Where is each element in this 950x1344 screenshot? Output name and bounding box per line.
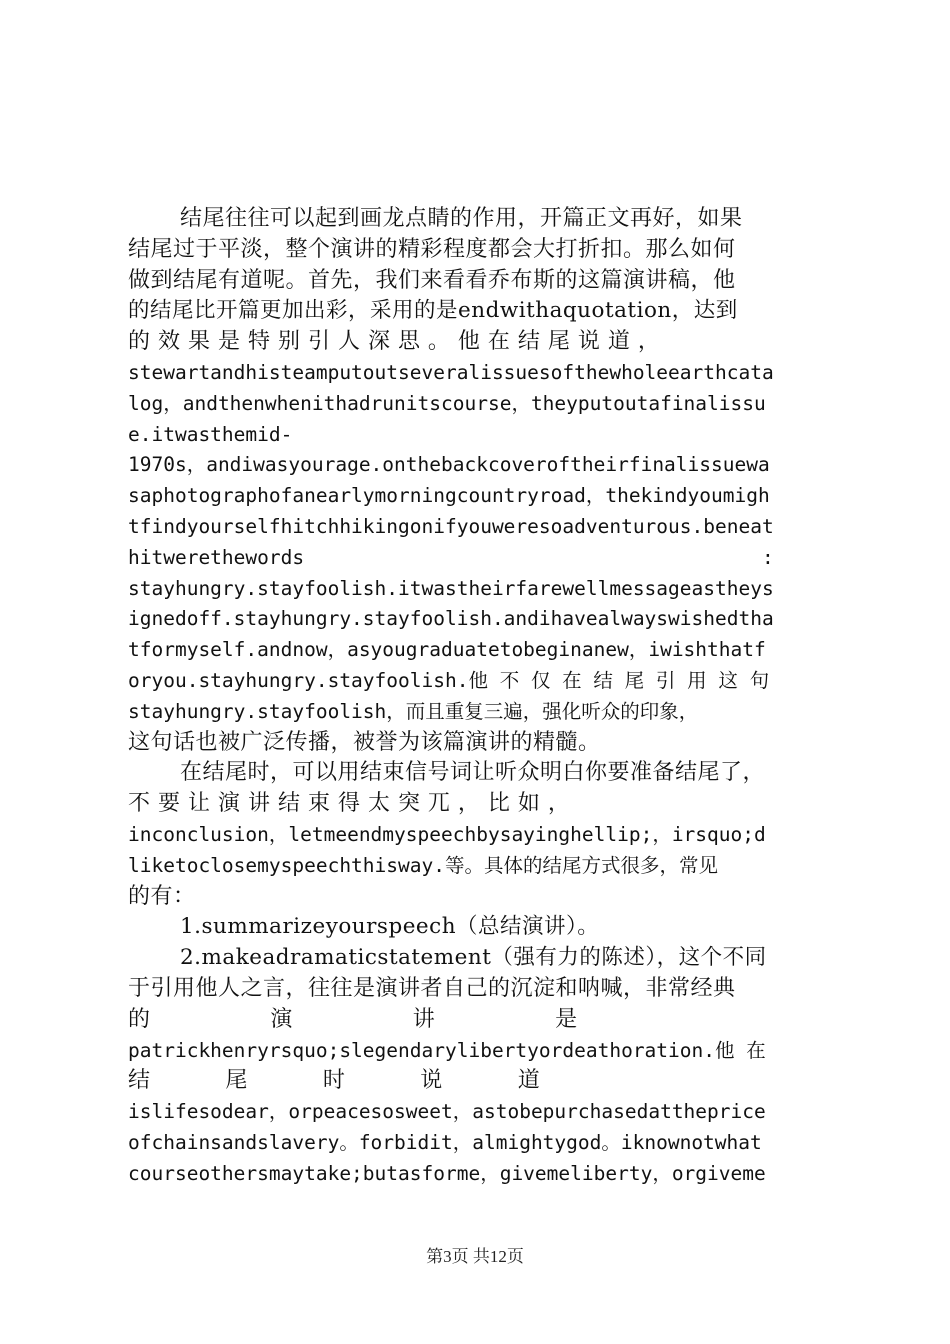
paragraph-line: inconclusion，letmeendmyspeechbysayinghellip;，irsquo;d xyxy=(128,822,766,846)
paragraph-line: saphotographofanearlymorningcountryroad，thekindyoumigh xyxy=(128,484,770,508)
paragraph-line: courseothersmaytake;butasforme，givemeliberty，orgiveme xyxy=(128,1161,766,1185)
paragraph-line: 于引用他人之言，往往是演讲者自己的沉淀和呐喊，非常经典 xyxy=(128,975,736,1001)
paragraph-line: stayhungry.stayfoolish.itwastheirfarewellmessageastheys xyxy=(128,576,774,600)
page-footer: 第3页 共12页 xyxy=(426,1247,524,1266)
paragraph-line: stayhungry.stayfoolish，而且重复三遍，强化听众的印象， xyxy=(128,699,699,723)
paragraph-line: e.itwasthemid- xyxy=(128,422,293,446)
paragraph-line: log，andthenwhenithadrunitscourse，theyputoutafinalissu xyxy=(128,391,766,415)
paragraph-line: 结 尾 时 说 道 xyxy=(128,1068,541,1094)
paragraph-line: tformyself.andnow，asyougraduatetobeginanew，iwishthatf xyxy=(128,638,766,662)
paragraph-line: 的 效 果 是 特 别 引 人 深 思 。 他 在 结 尾 说 道 ， xyxy=(128,329,661,355)
paragraph-line: 这句话也被广泛传播，被誉为该篇演讲的精髓。 xyxy=(128,729,601,755)
paragraph-line: 在结尾时，可以用结束信号词让听众明白你要准备结尾了， xyxy=(180,760,766,786)
paragraph-line: 结尾往往可以起到画龙点睛的作用，开篇正文再好，如果 xyxy=(180,206,743,231)
paragraph-line: 的结尾比开篇更加出彩，采用的是endwithaquotation，达到 xyxy=(128,298,738,324)
paragraph-line: 不 要 让 演 讲 结 束 得 太 突 兀 ， 比 如 ， xyxy=(128,791,571,817)
paragraph-line: islifesodear，orpeacesosweet，astobepurchasedattheprice xyxy=(128,1100,766,1124)
paragraph-line: stewartandhisteamputoutseveralissuesofthewholeearthcata xyxy=(128,360,774,384)
paragraph-line: 的 演 讲 是 xyxy=(128,1006,578,1032)
list-item: 2.makeadramaticstatement（强有力的陈述），这个不同 xyxy=(180,945,767,971)
paragraph-line: 结尾过于平淡，整个演讲的精彩程度都会大打折扣。那么如何 xyxy=(128,236,736,262)
paragraph-line: liketoclosemyspeechthisway.等。具体的结尾方式很多，常见 xyxy=(128,853,718,877)
paragraph-line: 做到结尾有道呢。首先，我们来看看乔布斯的这篇演讲稿，他 xyxy=(128,267,736,293)
paragraph-line: ignedoff.stayhungry.stayfoolish.andihavealwayswishedtha xyxy=(128,607,774,631)
paragraph-line: patrickhenryrsquo;slegendarylibertyordeathoration.他 在 xyxy=(128,1038,766,1062)
body-text xyxy=(128,204,832,1190)
paragraph-line: 的有： xyxy=(128,883,196,909)
list-item: 1.summarizeyourspeech（总结演讲）。 xyxy=(180,914,600,940)
paragraph-line: tfindyourselfhitchhikingonifyouweresoadventurous.beneat xyxy=(128,514,774,538)
paragraph-line: hitwerethewords : xyxy=(128,545,774,569)
paragraph-line: ofchainsandslavery。forbidit，almightygod。iknownotwhat xyxy=(128,1130,762,1154)
paragraph-line: oryou.stayhungry.stayfoolish.他 不 仅 在 结 尾 引 用 这 句 xyxy=(128,668,770,692)
paragraph-line: 1970s，andiwasyourage.onthebackcoveroftheirfinalissuewa xyxy=(128,453,770,477)
